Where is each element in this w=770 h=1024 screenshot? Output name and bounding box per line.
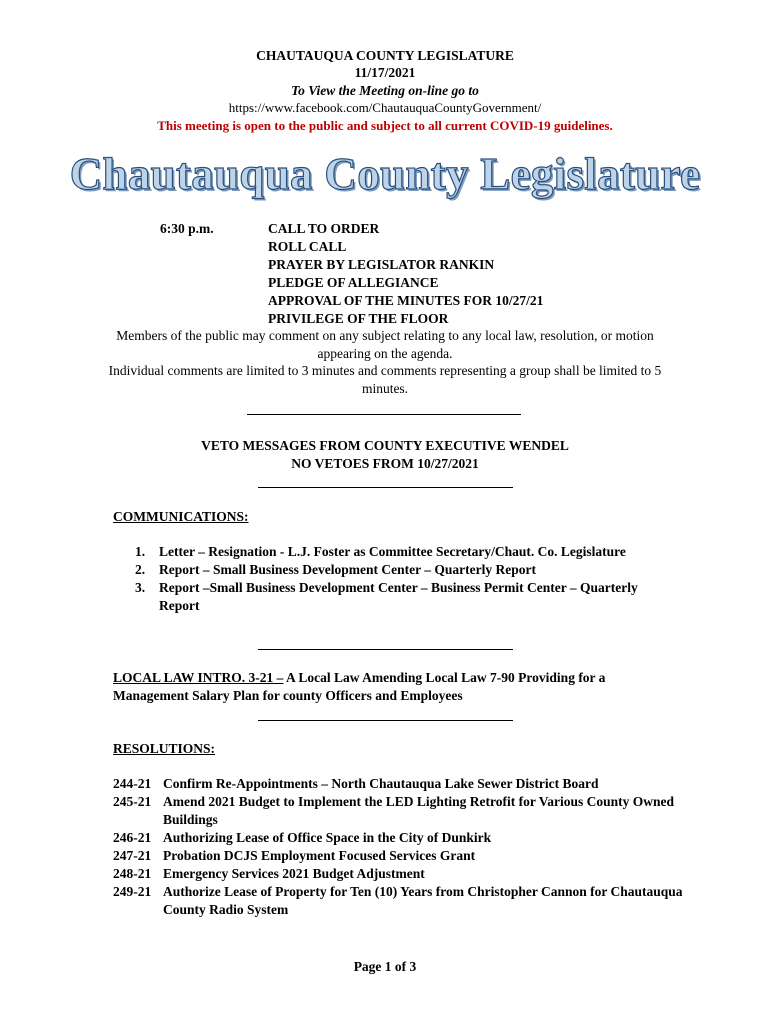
meeting-url: https://www.facebook.com/ChautauquaCountyGovernment/: [228, 100, 542, 115]
meeting-time: 6:30 p.m.: [160, 221, 214, 236]
document-title: CHAUTAUQUA COUNTY LEGISLATURE: [256, 48, 514, 63]
list-item: [113, 543, 673, 561]
public-comment-line: Members of the public may comment on any subject relating to any local law, resolution, or motion appearing on the agenda.: [116, 328, 654, 361]
resolutions-list: [113, 775, 693, 919]
list-number: 1.: [135, 544, 146, 559]
public-comment-note: [100, 327, 670, 397]
resolution-number: 244-21: [113, 776, 152, 791]
meeting-date: 11/17/2021: [354, 65, 416, 80]
covid-notice: This meeting is open to the public and subject to all current COVID-19 guidelines.: [157, 118, 613, 133]
list-text: Report –Small Business Development Center – Business Permit Center – Quarterly Report: [159, 580, 638, 613]
local-law-label: LOCAL LAW INTRO. 3-21 –: [113, 670, 284, 685]
public-comment-line: Individual comments are limited to 3 minutes and comments representing a group shall be limited to 5 minutes.: [108, 363, 662, 396]
list-text: Letter – Resignation - L.J. Foster as Committee Secretary/Chaut. Co. Legislature: [159, 544, 626, 559]
resolution-text: Confirm Re-Appointments – North Chautauqua Lake Sewer District Board: [163, 776, 599, 791]
legislature-banner: Chautauqua County Legislature: [69, 149, 701, 199]
resolution-item: [113, 793, 693, 829]
resolution-item: [113, 865, 693, 883]
list-item: [113, 561, 673, 579]
veto-subtitle: NO VETOES FROM 10/27/2021: [291, 455, 479, 471]
resolution-item: [113, 847, 693, 865]
view-online-text: To View the Meeting on-line go to: [291, 83, 479, 98]
resolution-item: [113, 829, 693, 847]
agenda-item: PLEDGE OF ALLEGIANCE: [268, 275, 439, 290]
resolution-text: Authorize Lease of Property for Ten (10) Years from Christopher Cannon for Chautauqua County Radio System: [163, 884, 683, 917]
page-number: Page 1 of 3: [353, 959, 417, 974]
communications-heading: COMMUNICATIONS:: [113, 509, 249, 524]
resolution-number: 246-21: [113, 830, 152, 845]
divider: [258, 720, 513, 721]
local-law-text: A Local Law Amending Local Law 7-90 Providing for a Management Salary Plan for county Officers and Employees: [113, 670, 606, 703]
divider: [247, 414, 521, 415]
agenda-item: PRIVILEGE OF THE FLOOR: [268, 311, 449, 326]
divider: [258, 487, 513, 488]
local-law-section: [113, 669, 673, 705]
agenda-item: PRAYER BY LEGISLATOR RANKIN: [268, 257, 495, 272]
resolution-text: Authorizing Lease of Office Space in the City of Dunkirk: [163, 830, 492, 845]
agenda-items: [268, 220, 543, 328]
agenda-item: ROLL CALL: [268, 239, 347, 254]
divider: [258, 649, 513, 650]
resolution-number: 247-21: [113, 848, 152, 863]
resolution-text: Emergency Services 2021 Budget Adjustment: [163, 866, 425, 881]
resolution-number: 248-21: [113, 866, 152, 881]
agenda-item: CALL TO ORDER: [268, 221, 380, 236]
veto-section: [0, 437, 770, 472]
communications-list: [113, 543, 673, 615]
resolution-number: 245-21: [113, 794, 152, 809]
resolution-text: Probation DCJS Employment Focused Services Grant: [163, 848, 476, 863]
list-item: [113, 579, 673, 615]
resolution-item: [113, 775, 693, 793]
list-text: Report – Small Business Development Center – Quarterly Report: [159, 562, 536, 577]
resolution-item: [113, 883, 693, 919]
list-number: 2.: [135, 562, 146, 577]
resolutions-heading: RESOLUTIONS:: [113, 741, 216, 756]
resolution-text: Amend 2021 Budget to Implement the LED Lighting Retrofit for Various County Owned Buildings: [163, 794, 675, 827]
list-number: 3.: [135, 580, 146, 595]
veto-title: VETO MESSAGES FROM COUNTY EXECUTIVE WENDEL: [201, 438, 569, 453]
resolution-number: 249-21: [113, 884, 152, 899]
agenda-item: APPROVAL OF THE MINUTES FOR 10/27/21: [268, 293, 544, 308]
